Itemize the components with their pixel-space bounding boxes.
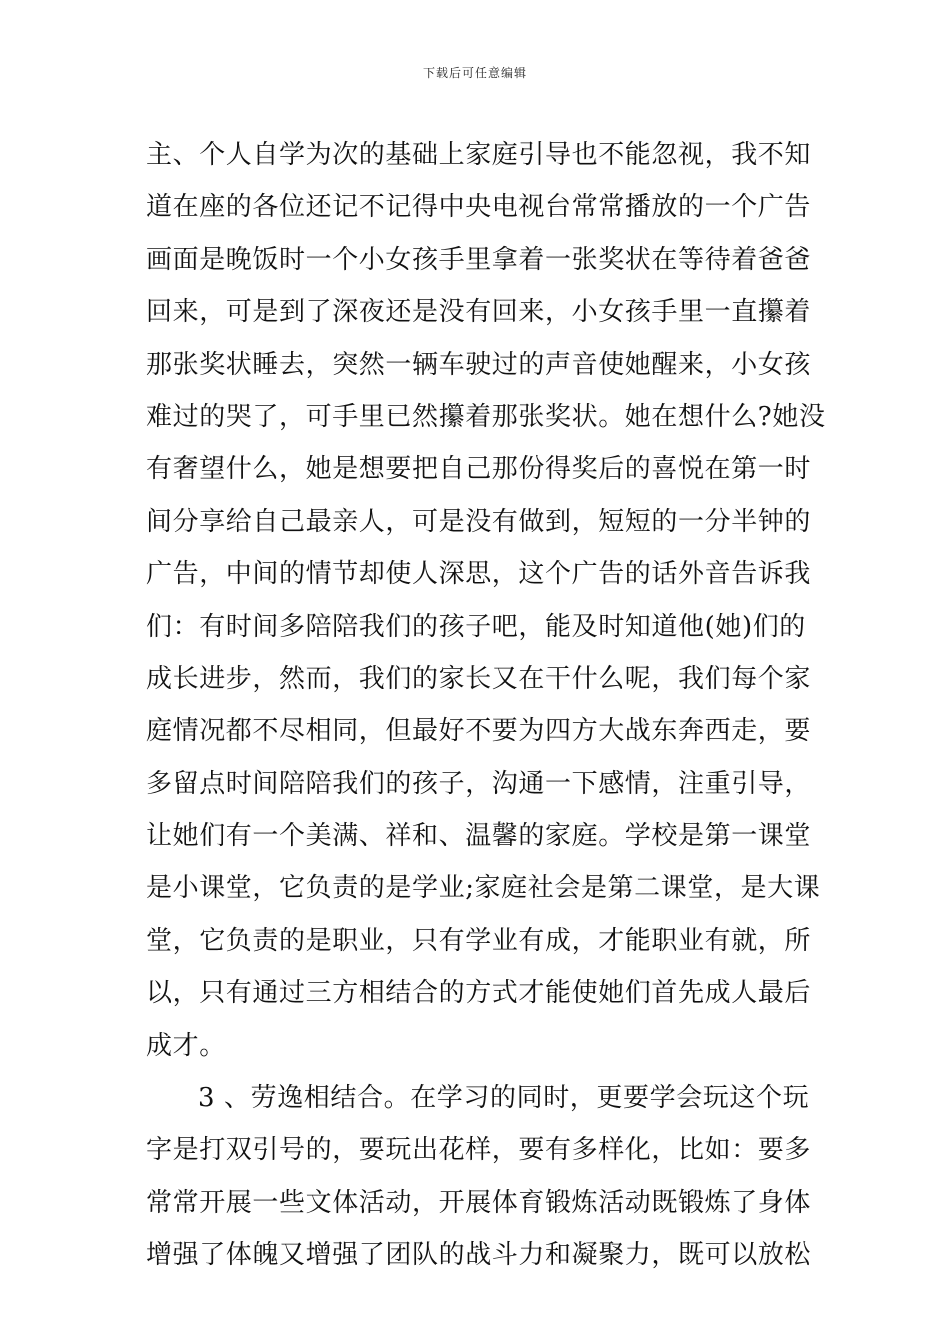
text-line: 字是打双引号的，要玩出花样，要有多样化，比如：要多: [146, 1135, 812, 1166]
text-line: 常常开展一些文体活动，开展体育锻炼活动既锻炼了身体: [146, 1187, 812, 1218]
text-line: 多留点时间陪陪我们的孩子，沟通一下感情，注重引导，: [146, 768, 812, 799]
text-line: 主、个人自学为次的基础上家庭引导也不能忽视，我不知: [146, 140, 812, 170]
text-line: 广告，中间的情节却使人深思，这个广告的话外音告诉我: [146, 559, 812, 590]
text-line: 画面是晚饭时一个小女孩手里拿着一张奖状在等待着爸爸: [146, 244, 812, 275]
text-line: 成长进步，然而，我们的家长又在干什么呢，我们每个家: [146, 663, 812, 694]
text-line: 成才。: [146, 1030, 226, 1061]
text-line: 以，只有通过三方相结合的方式才能使她们首先成人最后: [146, 978, 812, 1009]
text-line: 难过的哭了，可手里已然攥着那张奖状。她在想什么?她没: [146, 401, 826, 432]
text-line: 那张奖状睡去，突然一辆车驶过的声音使她醒来，小女孩: [146, 349, 812, 380]
text-line: 庭情况都不尽相同，但最好不要为四方大战东奔西走，要: [146, 716, 812, 747]
text-line: 让她们有一个美满、祥和、温馨的家庭。学校是第一课堂: [146, 821, 812, 852]
text-line: 回来，可是到了深夜还是没有回来，小女孩手里一直攥着: [146, 297, 812, 328]
text-line: 道在座的各位还记不记得中央电视台常常播放的一个广告: [146, 192, 812, 223]
section-heading-line: 3 、劳逸相结合。在学习的同时，更要学会玩这个玩: [198, 1083, 810, 1114]
text-line: 是小课堂，它负责的是学业;家庭社会是第二课堂，是大课: [146, 873, 821, 904]
text-line: 增强了体魄又增强了团队的战斗力和凝聚力，既可以放松: [146, 1240, 812, 1271]
document-body: [146, 129, 826, 1282]
page-header: 下载后可任意编辑: [422, 66, 527, 80]
text-line: 有奢望什么，她是想要把自己那份得奖后的喜悦在第一时: [146, 454, 812, 485]
text-line: 们：有时间多陪陪我们的孩子吧，能及时知道他(她)们的: [146, 611, 806, 642]
text-line: 堂，它负责的是职业，只有学业有成，才能职业有就，所: [146, 925, 812, 956]
text-line: 间分享给自己最亲人，可是没有做到，短短的一分半钟的: [146, 506, 812, 537]
